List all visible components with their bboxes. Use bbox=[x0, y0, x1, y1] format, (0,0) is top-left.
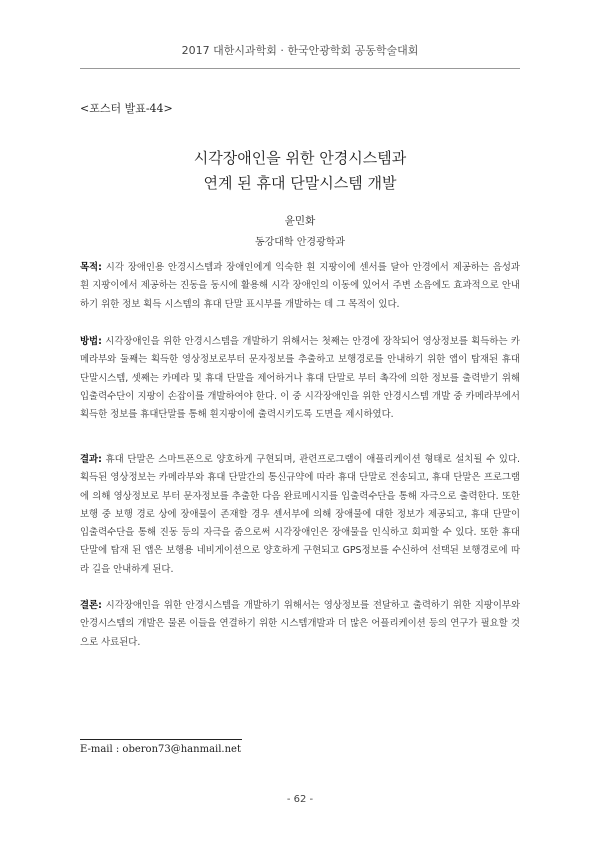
title-line-2: 연계 된 휴대 단말시스템 개발 bbox=[203, 174, 397, 192]
header-divider bbox=[80, 68, 520, 69]
section-purpose bbox=[80, 259, 520, 314]
section-label: 결론: bbox=[80, 600, 102, 611]
author-name: 윤민화 bbox=[284, 215, 316, 227]
section-text: 시각장애인을 위한 안경시스템을 개발하기 위해서는 영상정보를 전달하고 출력하기 위한 지팡이부와 안경시스템의 개발은 물론 이들을 연결하기 위한 시스템개발과 더 많은 어플리케이션 등의 연구가 필요할 것으로 사료된다. bbox=[80, 600, 520, 648]
poster-number: <포스터 발표-44> bbox=[80, 102, 173, 115]
section-label: 결과: bbox=[80, 454, 102, 465]
section-label: 방법: bbox=[80, 336, 102, 347]
section-conclusion bbox=[80, 597, 520, 652]
title-line-1: 시각장애인을 위한 안경시스템과 bbox=[193, 149, 407, 167]
running-header: 2017 대한시과학회 · 한국안광학회 공동학술대회 bbox=[181, 44, 419, 57]
section-text: 시각장애인을 위한 안경시스템을 개발하기 위해서는 첫째는 안경에 장착되어 영상정보를 획득하는 카메라부와 둘째는 획득한 영상정보로부터 문자정보를 추출하고 보행경로를 안내하기 위한 앱이 탑재된 휴대 단말시스템, 셋째는 카메라 및 휴대 단말을 제어하거나 휴대 단말로 부터 촉각에 의한 정보를 출력받기 위해 입출력수단이 지팡이 손잡이를 개발하여야 한다. 이 중 시각장애인을 위한 안경시스템 개발 중 카메라부에서 획득한 정보를 휴대단말를 통해 흰지팡이에 출력시키도록 도면을 제시하였다. bbox=[80, 336, 520, 421]
section-text: 휴대 단말은 스마트폰으로 양호하게 구현되며, 관련프로그램이 애플리케이션 형태로 설치될 수 있다. 획득된 영상정보는 카메라부와 휴대 단말간의 통신규약에 따라 휴대 단말로 전송되고, 휴대 단말은 프로그램에 의해 영상정보로 부터 문자정보를 추출한 다음 완료메시지를 입출력수단을 통해 자극으로 출력한다. 또한 보행 중 보행 경로 상에 장애물이 존재할 경우 센서부에 의해 장애물에 대한 정보가 제공되고, 휴대 단말이 입출력수단을 통해 진동 등의 자극을 줌으로써 시각장애인은 장애물을 인식하고 회피할 수 있다. 또한 휴대 단말에 탑재 된 앱은 보행용 네비게이션으로 양호하게 구현되고 GPS정보를 수신하여 선택된 보행경로에 따라 길을 안내하게 된다. bbox=[80, 454, 520, 575]
section-method bbox=[80, 333, 520, 424]
author-affiliation: 동강대학 안경광학과 bbox=[254, 237, 346, 248]
footnote-email: E-mail : oberon73@hanmail.net bbox=[80, 744, 241, 755]
footnote-divider bbox=[80, 739, 242, 740]
page-number: - 62 - bbox=[286, 794, 314, 805]
section-text: 시각 장애인용 안경시스템과 장애인에게 익숙한 흰 지팡이에 센서를 달아 안경에서 제공하는 음성과 흰 지팡이에서 제공하는 진동을 동시에 활용해 시각 장애인의 이동에 있어서 주변 소음에도 효과적으로 안내하기 위한 정보 획득 시스템의 휴대 단말 표시부를 개발하는 데 그 목적이 있다. bbox=[80, 262, 520, 310]
section-label: 목적: bbox=[80, 262, 102, 273]
section-results bbox=[80, 451, 520, 579]
